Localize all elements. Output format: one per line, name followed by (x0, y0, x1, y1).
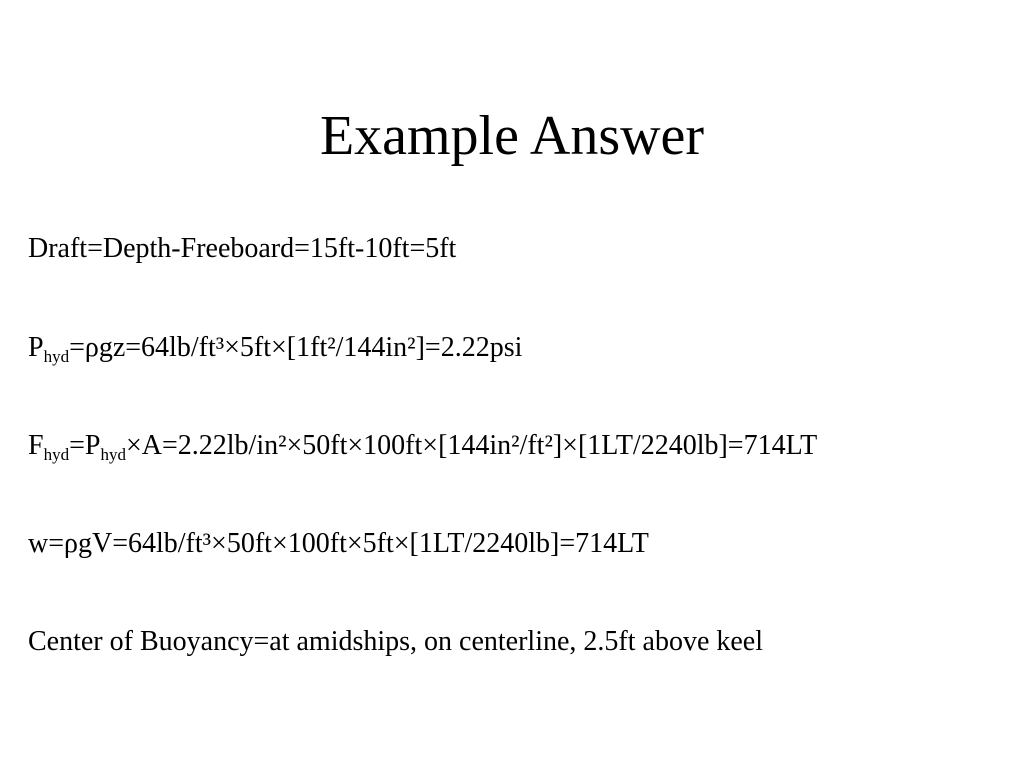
pressure-subscript: hyd (43, 347, 70, 366)
force-subscript: hyd (43, 445, 70, 464)
slide-title: Example Answer (319, 105, 705, 167)
hydrostatic-force-equation (28, 430, 817, 462)
force-pressure-symbol: =P (69, 430, 101, 461)
pressure-symbol: P (28, 332, 44, 363)
force-pressure-subscript: hyd (100, 445, 126, 464)
hydrostatic-pressure-equation (28, 332, 522, 364)
center-of-buoyancy-statement: Center of Buoyancy=at amidships, on centerline, 2.5ft above keel (28, 626, 764, 657)
force-symbol: F (28, 430, 44, 461)
force-expression: ×A=2.22lb/in²×50ft×100ft×[144in²/ft²]×[1LT/2240lb]=714LT (125, 430, 818, 461)
draft-equation: Draft=Depth-Freeboard=15ft-10ft=5ft (28, 233, 457, 264)
pressure-expression: =ρgz=64lb/ft³×5ft×[1ft²/144in²]=2.22psi (69, 332, 523, 363)
weight-equation: w=ρgV=64lb/ft³×50ft×100ft×5ft×[1LT/2240lb]=714LT (28, 528, 649, 559)
